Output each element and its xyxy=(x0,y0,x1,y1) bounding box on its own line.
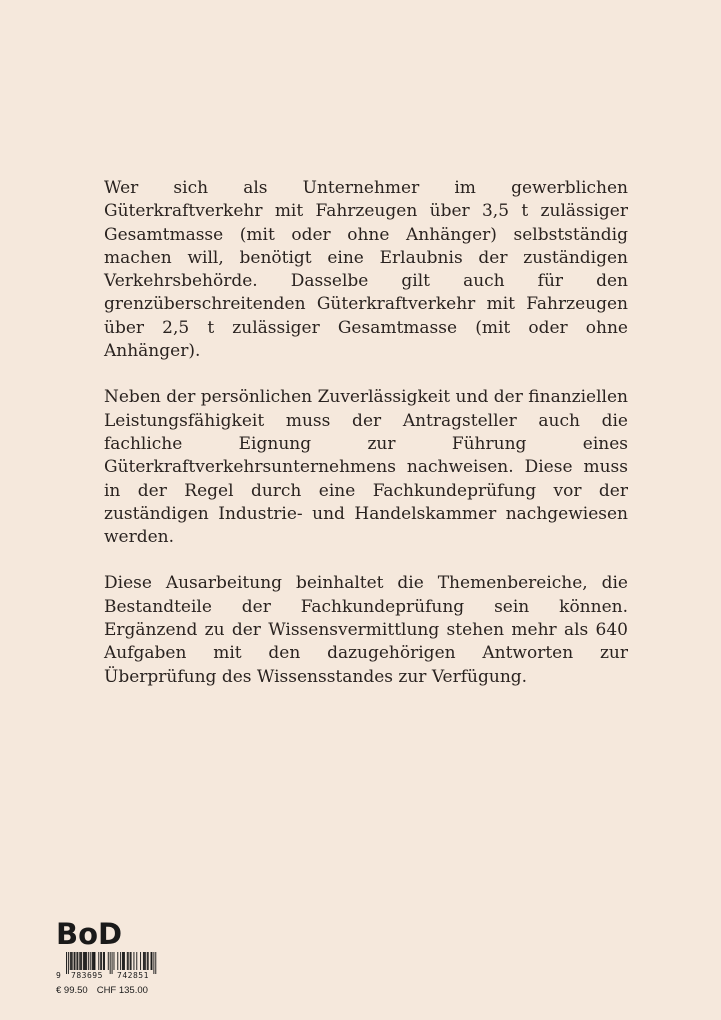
barcode-bar xyxy=(130,952,131,970)
barcode-bar xyxy=(88,952,89,970)
barcode-bar xyxy=(120,952,121,970)
barcode-bar xyxy=(79,952,80,970)
barcode-bar xyxy=(94,952,95,970)
barcode-bar xyxy=(71,952,72,970)
barcode-bar xyxy=(95,952,96,970)
barcode-bar xyxy=(131,952,132,970)
barcode-bar xyxy=(147,952,148,970)
barcode-bar xyxy=(152,952,153,970)
barcode-left-group: 783695 xyxy=(71,971,103,980)
barcode-bar xyxy=(76,952,77,970)
barcode-bar xyxy=(86,952,87,970)
barcode-bar xyxy=(85,952,86,970)
barcode-bar xyxy=(90,952,91,970)
price-chf: CHF 135.00 xyxy=(96,985,148,996)
barcode-bar xyxy=(117,952,118,970)
barcode-bar xyxy=(83,952,84,970)
barcode-bar xyxy=(93,952,94,970)
barcode-bar xyxy=(104,952,105,970)
isbn-barcode xyxy=(56,952,160,982)
barcode-bar xyxy=(114,952,115,970)
price-eur: € 99.50 xyxy=(56,985,88,996)
barcode-bar xyxy=(133,952,134,970)
blurb-paragraph-3: Diese Ausarbeitung beinhaltet die Themenbereiche, die Bestandteile der Fachkundeprüfung sein können. Ergänzend zu der Wissensvermittlung stehen mehr als 640 Aufgaben mit den dazugehörigen Antworten zur Überprüfung des Wissensstandes zur Verfügung. xyxy=(104,573,628,687)
barcode-bar xyxy=(136,952,137,970)
barcode-bar xyxy=(144,952,145,970)
barcode-bar xyxy=(100,952,101,970)
barcode-bar xyxy=(108,952,109,970)
barcode-bar xyxy=(98,952,99,970)
barcode-bar xyxy=(77,952,78,970)
barcode-right-group: 742851 xyxy=(117,971,149,980)
blurb-paragraph-1: Wer sich als Unternehmer im gewerblichen Güterkraftverkehr mit Fahrzeugen über 3,5 t zulässiger Gesamtmasse (mit oder ohne Anhänger) selbstständig machen will, benötigt eine Erlaubnis der zuständigen Verkehrsbehörde. Dasselbe gilt auch für den grenzüberschreitenden Güterkraftverkehr mit Fahrzeugen über 2,5 t zulässiger Gesamtmasse (mit oder ohne Anhänger). xyxy=(104,178,628,362)
barcode-bar xyxy=(143,952,144,970)
price-line xyxy=(56,985,166,997)
barcode-bar xyxy=(128,952,129,970)
bod-logo: BoD xyxy=(56,917,123,951)
barcode-bar xyxy=(81,952,82,970)
barcode-digits xyxy=(56,971,160,982)
barcode-bar xyxy=(84,952,85,970)
barcode-bar xyxy=(92,952,93,970)
barcode-bar xyxy=(72,952,73,970)
barcode-bar xyxy=(123,952,124,970)
publisher-block xyxy=(56,918,166,997)
barcode-bar xyxy=(75,952,76,970)
back-cover-blurb xyxy=(104,177,628,712)
blurb-paragraph-2: Neben der persönlichen Zuverlässigkeit und der finanziellen Leistungsfähigkeit muss der Antragsteller auch die fachliche Eignung zur Führung eines Güterkraftverkehrsunternehmens nachweisen. Diese muss in der Regel durch eine Fachkundeprüfung vor der zuständigen Industrie- und Handelskammer nachgewiesen werden. xyxy=(104,387,628,548)
barcode-bar xyxy=(148,952,149,970)
barcode-bar xyxy=(124,952,125,970)
barcode-bar xyxy=(80,952,81,970)
barcode-bar xyxy=(70,952,71,970)
barcode-bar xyxy=(103,952,104,970)
barcode-bar xyxy=(151,952,152,970)
barcode-bar xyxy=(122,952,123,970)
barcode-bar xyxy=(140,952,141,970)
barcode-first-digit: 9 xyxy=(56,971,61,980)
barcode-bar xyxy=(145,952,146,970)
barcode-bar xyxy=(74,952,75,970)
barcode-bar xyxy=(127,952,128,970)
barcode-bar xyxy=(101,952,102,970)
